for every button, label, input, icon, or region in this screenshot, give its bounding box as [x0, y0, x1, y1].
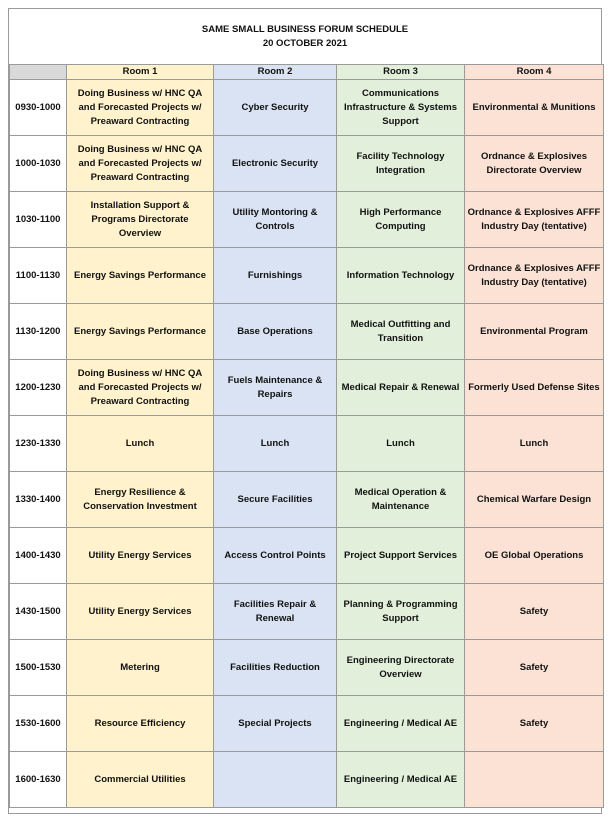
room-3-session-cell: Medical Repair & Renewal — [337, 360, 465, 416]
table-row — [10, 416, 604, 472]
room-2-session-cell: Facilities Repair & Renewal — [214, 584, 337, 640]
room-3-session-cell: Engineering Directorate Overview — [337, 640, 465, 696]
document-title — [9, 9, 601, 64]
room-1-session-cell: Doing Business w/ HNC QA and Forecasted Projects w/ Preaward Contracting — [67, 136, 214, 192]
room-1-session-cell: Doing Business w/ HNC QA and Forecasted Projects w/ Preaward Contracting — [67, 360, 214, 416]
room-1-session-cell: Lunch — [67, 416, 214, 472]
room-3-session-cell: Engineering / Medical AE — [337, 696, 465, 752]
room-4-session-cell: Safety — [465, 584, 604, 640]
corner-header — [10, 65, 67, 80]
room-2-session-cell: Base Operations — [214, 304, 337, 360]
room-3-session-cell: Planning & Programming Support — [337, 584, 465, 640]
room-3-session-cell: Project Support Services — [337, 528, 465, 584]
time-slot-cell: 1230-1330 — [10, 416, 67, 472]
room-4-session-cell: Formerly Used Defense Sites — [465, 360, 604, 416]
room-3-session-cell: Medical Operation & Maintenance — [337, 472, 465, 528]
room-1-session-cell: Energy Savings Performance — [67, 248, 214, 304]
room-3-session-cell: Communications Infrastructure & Systems Support — [337, 80, 465, 136]
time-slot-cell: 1430-1500 — [10, 584, 67, 640]
room-2-session-cell: Special Projects — [214, 696, 337, 752]
room-4-session-cell: Chemical Warfare Design — [465, 472, 604, 528]
room-2-session-cell: Electronic Security — [214, 136, 337, 192]
room-3-session-cell: Lunch — [337, 416, 465, 472]
room-2-header: Room 2 — [214, 65, 337, 80]
time-slot-cell: 1530-1600 — [10, 696, 67, 752]
room-1-session-cell: Commercial Utilities — [67, 752, 214, 808]
room-4-session-cell — [465, 752, 604, 808]
table-row — [10, 752, 604, 808]
room-3-session-cell: Engineering / Medical AE — [337, 752, 465, 808]
room-2-session-cell: Facilities Reduction — [214, 640, 337, 696]
time-slot-cell: 1130-1200 — [10, 304, 67, 360]
room-3-session-cell: High Performance Computing — [337, 192, 465, 248]
room-3-session-cell: Medical Outfitting and Transition — [337, 304, 465, 360]
room-4-session-cell: Lunch — [465, 416, 604, 472]
schedule-table — [9, 64, 604, 808]
table-row — [10, 136, 604, 192]
room-4-session-cell: Ordnance & Explosives AFFF Industry Day (tentative) — [465, 248, 604, 304]
room-1-header: Room 1 — [67, 65, 214, 80]
table-row — [10, 528, 604, 584]
header-row — [10, 65, 604, 80]
room-1-session-cell: Resource Efficiency — [67, 696, 214, 752]
room-4-session-cell: Safety — [465, 640, 604, 696]
room-1-session-cell: Installation Support & Programs Directorate Overview — [67, 192, 214, 248]
room-2-session-cell: Lunch — [214, 416, 337, 472]
room-4-header: Room 4 — [465, 65, 604, 80]
room-1-session-cell: Utility Energy Services — [67, 584, 214, 640]
time-slot-cell: 1200-1230 — [10, 360, 67, 416]
room-4-session-cell: Ordnance & Explosives AFFF Industry Day (tentative) — [465, 192, 604, 248]
room-2-session-cell: Fuels Maintenance & Repairs — [214, 360, 337, 416]
time-slot-cell: 1030-1100 — [10, 192, 67, 248]
room-2-session-cell — [214, 752, 337, 808]
room-1-session-cell: Metering — [67, 640, 214, 696]
time-slot-cell: 1400-1430 — [10, 528, 67, 584]
table-row — [10, 584, 604, 640]
time-slot-cell: 1330-1400 — [10, 472, 67, 528]
table-row — [10, 696, 604, 752]
time-slot-cell: 1100-1130 — [10, 248, 67, 304]
room-1-session-cell: Utility Energy Services — [67, 528, 214, 584]
title-line-2: 20 OCTOBER 2021 — [262, 37, 348, 49]
title-line-1: SAME SMALL BUSINESS FORUM SCHEDULE — [201, 23, 409, 35]
table-row — [10, 360, 604, 416]
schedule-document — [8, 8, 602, 814]
schedule-body — [10, 80, 604, 808]
time-slot-cell: 1000-1030 — [10, 136, 67, 192]
room-4-session-cell: OE Global Operations — [465, 528, 604, 584]
room-2-session-cell: Utility Montoring & Controls — [214, 192, 337, 248]
room-3-session-cell: Facility Technology Integration — [337, 136, 465, 192]
room-4-session-cell: Safety — [465, 696, 604, 752]
time-slot-cell: 0930-1000 — [10, 80, 67, 136]
table-row — [10, 248, 604, 304]
table-row — [10, 472, 604, 528]
room-3-header: Room 3 — [337, 65, 465, 80]
room-4-session-cell: Ordnance & Explosives Directorate Overview — [465, 136, 604, 192]
table-row — [10, 192, 604, 248]
room-1-session-cell: Energy Resilience & Conservation Investment — [67, 472, 214, 528]
room-1-session-cell: Doing Business w/ HNC QA and Forecasted Projects w/ Preaward Contracting — [67, 80, 214, 136]
table-row — [10, 640, 604, 696]
room-3-session-cell: Information Technology — [337, 248, 465, 304]
room-4-session-cell: Environmental Program — [465, 304, 604, 360]
room-2-session-cell: Furnishings — [214, 248, 337, 304]
table-row — [10, 80, 604, 136]
room-2-session-cell: Secure Facilities — [214, 472, 337, 528]
room-2-session-cell: Cyber Security — [214, 80, 337, 136]
time-slot-cell: 1600-1630 — [10, 752, 67, 808]
table-row — [10, 304, 604, 360]
room-2-session-cell: Access Control Points — [214, 528, 337, 584]
room-4-session-cell: Environmental & Munitions — [465, 80, 604, 136]
time-slot-cell: 1500-1530 — [10, 640, 67, 696]
room-1-session-cell: Energy Savings Performance — [67, 304, 214, 360]
